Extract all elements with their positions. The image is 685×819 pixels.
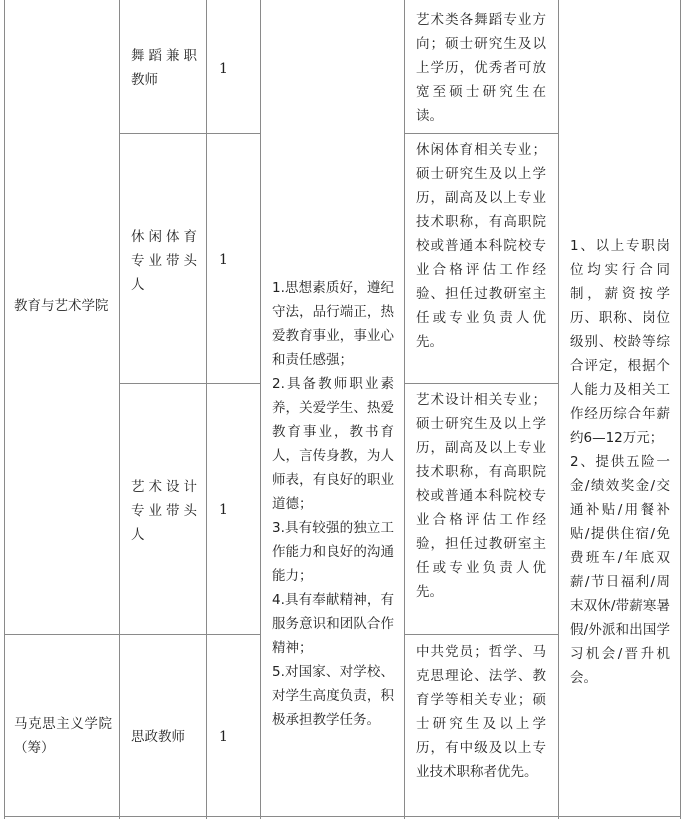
grid-line: [4, 816, 680, 817]
grid-line: [4, 0, 5, 819]
common-requirement-item: 2.具备教师职业素养，关爱学生、热爱教育事业，教书育人，言传身教，为人师表，有良好的职业道德；: [272, 376, 394, 512]
position-count: 1: [219, 729, 228, 745]
benefits: [570, 234, 670, 690]
grid-line: [206, 0, 207, 819]
grid-line: [404, 634, 558, 635]
position-title: 舞蹈兼职教师: [131, 48, 197, 88]
position-requirement: 休闲体育相关专业；硕士研究生及以上学历，副高及以上专业技术职称，有高职院校或普通本科院校专业合格评估工作经验、担任过教研室主任或专业负责人优先。: [416, 142, 546, 350]
position-requirement: 艺术类各舞蹈专业方向；硕士研究生及以上学历，优秀者可放宽至硕士研究生在读。: [416, 12, 546, 124]
benefit-item: 2、提供五险一金/绩效奖金/交通补贴/用餐补贴/提供住宿/免费班车/年底双薪/节日福利/周末双休/带薪寒暑假/外派和出国学习机会/晋升机会。: [570, 454, 670, 686]
position-count: 1: [219, 61, 228, 77]
grid-line: [4, 634, 260, 635]
grid-line: [404, 383, 558, 384]
grid-line: [119, 0, 120, 819]
department-cell: 马克思主义学院（筹）: [14, 716, 112, 756]
common-requirement-item: 1.思想素质好，遵纪守法，品行端正，热爱教育事业，事业心和责任感强；: [272, 280, 394, 368]
grid-line: [260, 0, 261, 819]
common-requirements: [272, 276, 394, 732]
grid-line: [404, 133, 558, 134]
grid-line: [558, 0, 559, 819]
position-requirement: 中共党员；哲学、马克思理论、法学、教育学等相关专业；硕士研究生及以上学历，有中级及以上专业技术职称者优先。: [416, 644, 546, 780]
grid-line: [119, 133, 260, 134]
grid-line: [119, 383, 260, 384]
benefit-item: 1、以上专职岗位均实行合同制，薪资按学历、职称、岗位级别、校龄等综合评定，根据个人能力及相关工作经历综合年薪约6—12万元；: [570, 238, 670, 446]
position-title: 思政教师: [131, 729, 185, 745]
position-title: 休闲体育专业带头人: [131, 229, 197, 293]
common-requirement-item: 5.对国家、对学校、对学生高度负责，积极承担教学任务。: [272, 664, 394, 728]
department-cell: 教育与艺术学院: [14, 298, 109, 314]
grid-line: [404, 0, 405, 819]
grid-line: [680, 0, 681, 819]
position-title: 艺术设计专业带头人: [131, 479, 197, 543]
position-requirement: 艺术设计相关专业；硕士研究生及以上学历，副高及以上专业技术职称，有高职院校或普通本科院校专业合格评估工作经验，担任过教研室主任或专业负责人优先。: [416, 392, 546, 600]
position-count: 1: [219, 502, 228, 518]
common-requirement-item: 4.具有奉献精神，有服务意识和团队合作精神；: [272, 592, 394, 656]
position-count: 1: [219, 252, 228, 268]
common-requirement-item: 3.具有较强的独立工作能力和良好的沟通能力；: [272, 520, 394, 584]
